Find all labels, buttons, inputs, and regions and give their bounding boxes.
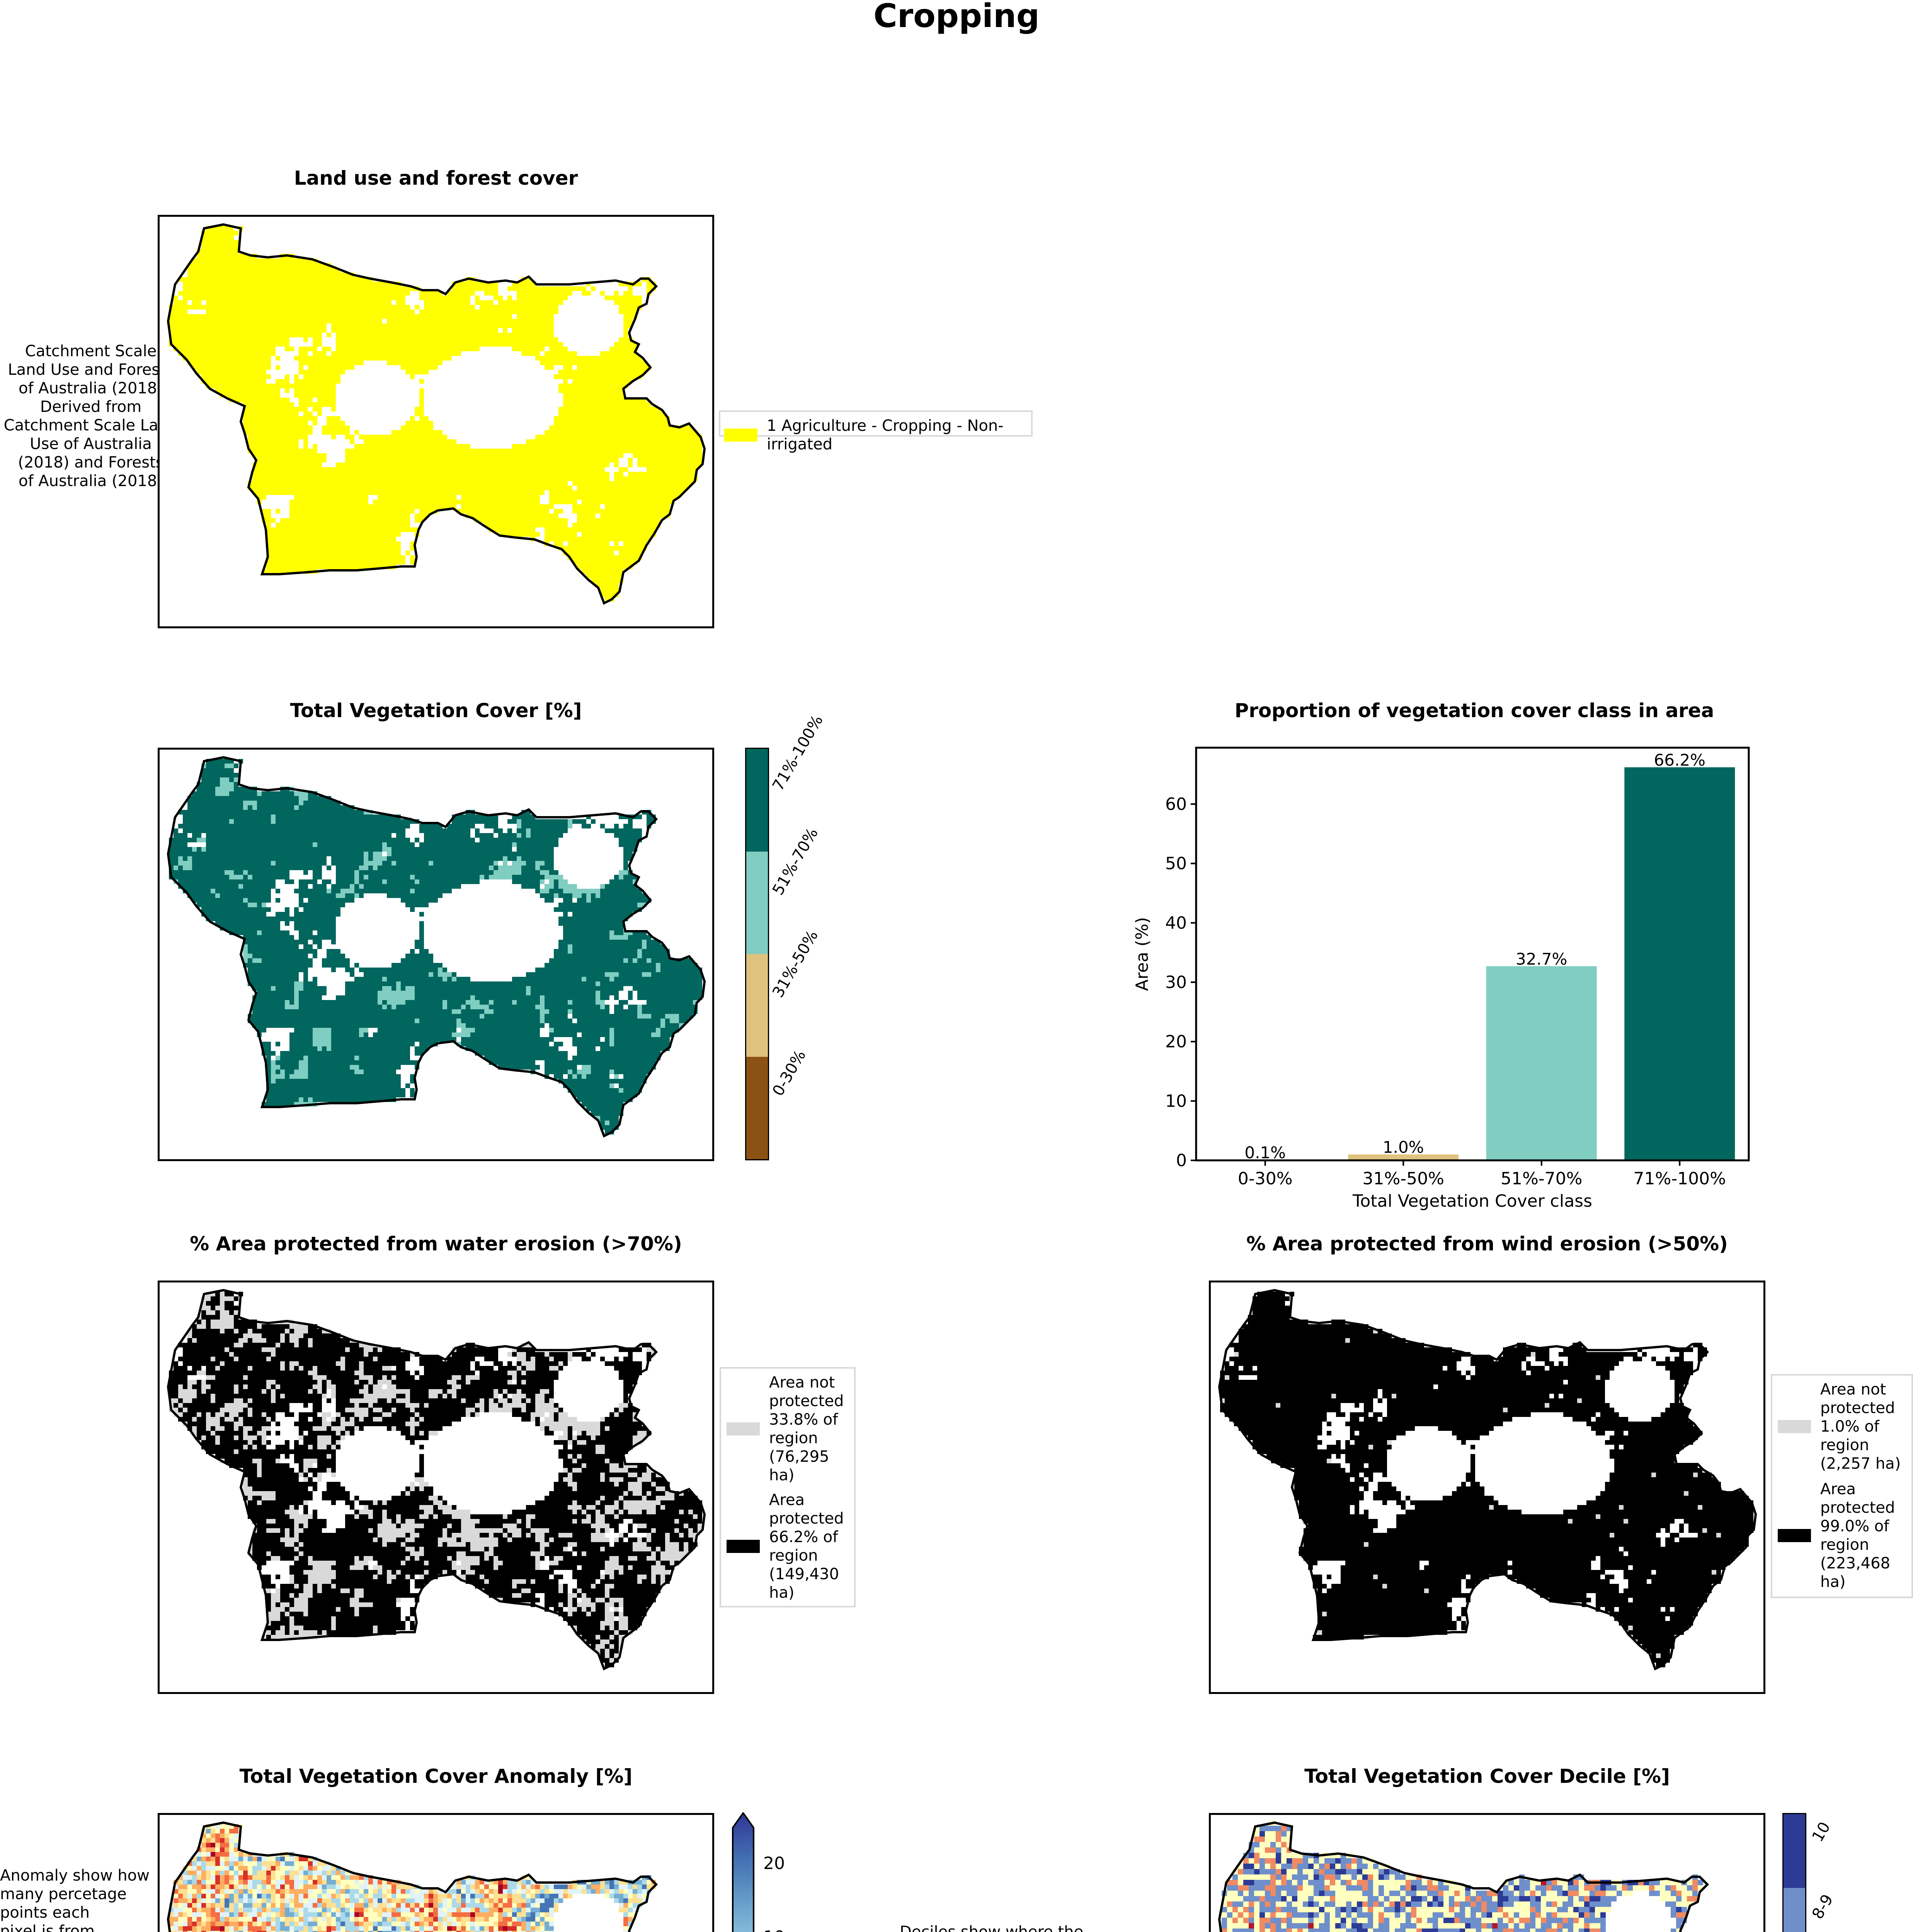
decile-colorbar	[1782, 1813, 1806, 1932]
x-tick-label: 0-30%	[1238, 1169, 1293, 1189]
decile-title: Total Vegetation Cover Decile [%]	[1209, 1765, 1765, 1787]
y-tick-label: 20	[1165, 1032, 1187, 1052]
wind-map-axes	[1209, 1281, 1765, 1694]
water-map-axes	[158, 1281, 714, 1694]
landuse-title: Land use and forest cover	[158, 167, 714, 189]
tvc-class-label-3: 51%-70%	[769, 825, 822, 898]
tvc-colorbar-31-50	[746, 954, 768, 1057]
tvc-map-axes	[158, 748, 714, 1161]
bar-71%-100%	[1624, 767, 1735, 1160]
bar-value-label: 66.2%	[1654, 751, 1705, 770]
wind-legend	[1771, 1374, 1913, 1598]
water-legend-swatch-not-protected	[727, 1422, 760, 1435]
y-tick-label: 50	[1165, 854, 1187, 874]
tvc-class-label-4: 71%-100%	[769, 712, 827, 794]
tvc-colorbar-71-100	[746, 749, 768, 852]
bar-value-label: 0.1%	[1244, 1143, 1286, 1162]
landuse-map	[160, 217, 712, 626]
legend-swatch-cropping	[724, 429, 757, 442]
tvc-colorbar	[745, 748, 769, 1160]
x-tick-label: 51%-70%	[1501, 1169, 1582, 1189]
anomaly-map	[160, 1815, 712, 1932]
water-legend	[720, 1367, 856, 1607]
anomaly-map-axes	[158, 1813, 714, 1932]
x-tick-label: 71%-100%	[1634, 1169, 1726, 1189]
landuse-description: Catchment Scale Land Use and Forests of Australia (2018) Derived from Catchment Scale Use of Australia (2018) and Forests of Australia (2018)	[0, 342, 182, 490]
decile-label-10: 10	[1809, 1819, 1834, 1845]
y-tick-label: 40	[1165, 913, 1187, 933]
decile-map	[1211, 1815, 1763, 1932]
y-tick-label: 30	[1165, 973, 1187, 992]
y-tick-label: 0	[1176, 1151, 1187, 1170]
water-legend-not-protected: Area not protected 33.8% of region (76,295 ha)	[769, 1373, 844, 1485]
water-legend-protected: Area protected 66.2% of region (149,430 ha)	[769, 1491, 844, 1602]
tvc-class-label-2: 31%-50%	[769, 927, 822, 1000]
decile-pixels	[1222, 1820, 1757, 1932]
decile-description: Deciles show where the	[900, 1923, 1116, 1932]
wind-legend-swatch-not-protected	[1778, 1420, 1811, 1433]
y-tick-label: 60	[1165, 794, 1187, 814]
page-title: Cropping	[0, 0, 1913, 35]
bar-value-label: 1.0%	[1383, 1138, 1424, 1157]
wind-legend-swatch-protected	[1778, 1529, 1811, 1542]
anomaly-description: Anomaly show how many percetage points each pixel is from	[0, 1866, 162, 1932]
y-tick-label: 10	[1165, 1091, 1187, 1111]
wind-legend-protected: Area protected 99.0% of region (223,468 ha)	[1820, 1480, 1895, 1591]
water-map	[160, 1282, 712, 1692]
anomaly-tick-10	[763, 1927, 785, 1932]
wind-legend-not-protected: Area not protected 1.0% of region (2,257 ha)	[1820, 1380, 1901, 1473]
legend-label-cropping: 1 Agriculture - Cropping - Non-irrigated	[767, 417, 1031, 454]
tvc-title: Total Vegetation Cover [%]	[158, 699, 714, 722]
anomaly-tick-20: 20	[763, 1854, 785, 1873]
water-title: % Area protected from water erosion (>70%)	[158, 1233, 714, 1255]
decile-colorbar-8-9	[1784, 1888, 1805, 1932]
decile-colorbar-10	[1784, 1814, 1805, 1888]
bar-value-label: 32.7%	[1516, 950, 1567, 969]
x-tick-label: 31%-50%	[1363, 1169, 1444, 1189]
y-axis-label: Area (%)	[1132, 917, 1152, 991]
bar-chart-title: Proportion of vegetation cover class in area	[1196, 699, 1753, 722]
water-legend-swatch-protected	[727, 1540, 760, 1553]
decile-label-8-9: 8-9	[1809, 1891, 1837, 1922]
tvc-map	[160, 750, 712, 1159]
wind-title: % Area protected from wind erosion (>50%)	[1209, 1233, 1765, 1255]
tvc-colorbar-51-70	[746, 852, 768, 954]
x-axis-label: Total Vegetation Cover class	[1352, 1191, 1592, 1211]
tvc-colorbar-0-30	[746, 1057, 768, 1160]
wind-map	[1211, 1282, 1763, 1692]
decile-map-axes	[1209, 1813, 1765, 1932]
tvc-class-label-1: 0-30%	[769, 1047, 809, 1099]
bar-51%-70%	[1486, 966, 1597, 1160]
anomaly-title: Total Vegetation Cover Anomaly [%]	[158, 1765, 714, 1787]
landuse-map-axes	[158, 215, 714, 628]
landuse-legend	[719, 410, 1033, 437]
anomaly-pixels	[169, 1824, 702, 1932]
anomaly-colorbar	[730, 1812, 757, 1932]
bar-chart	[1121, 734, 1801, 1221]
